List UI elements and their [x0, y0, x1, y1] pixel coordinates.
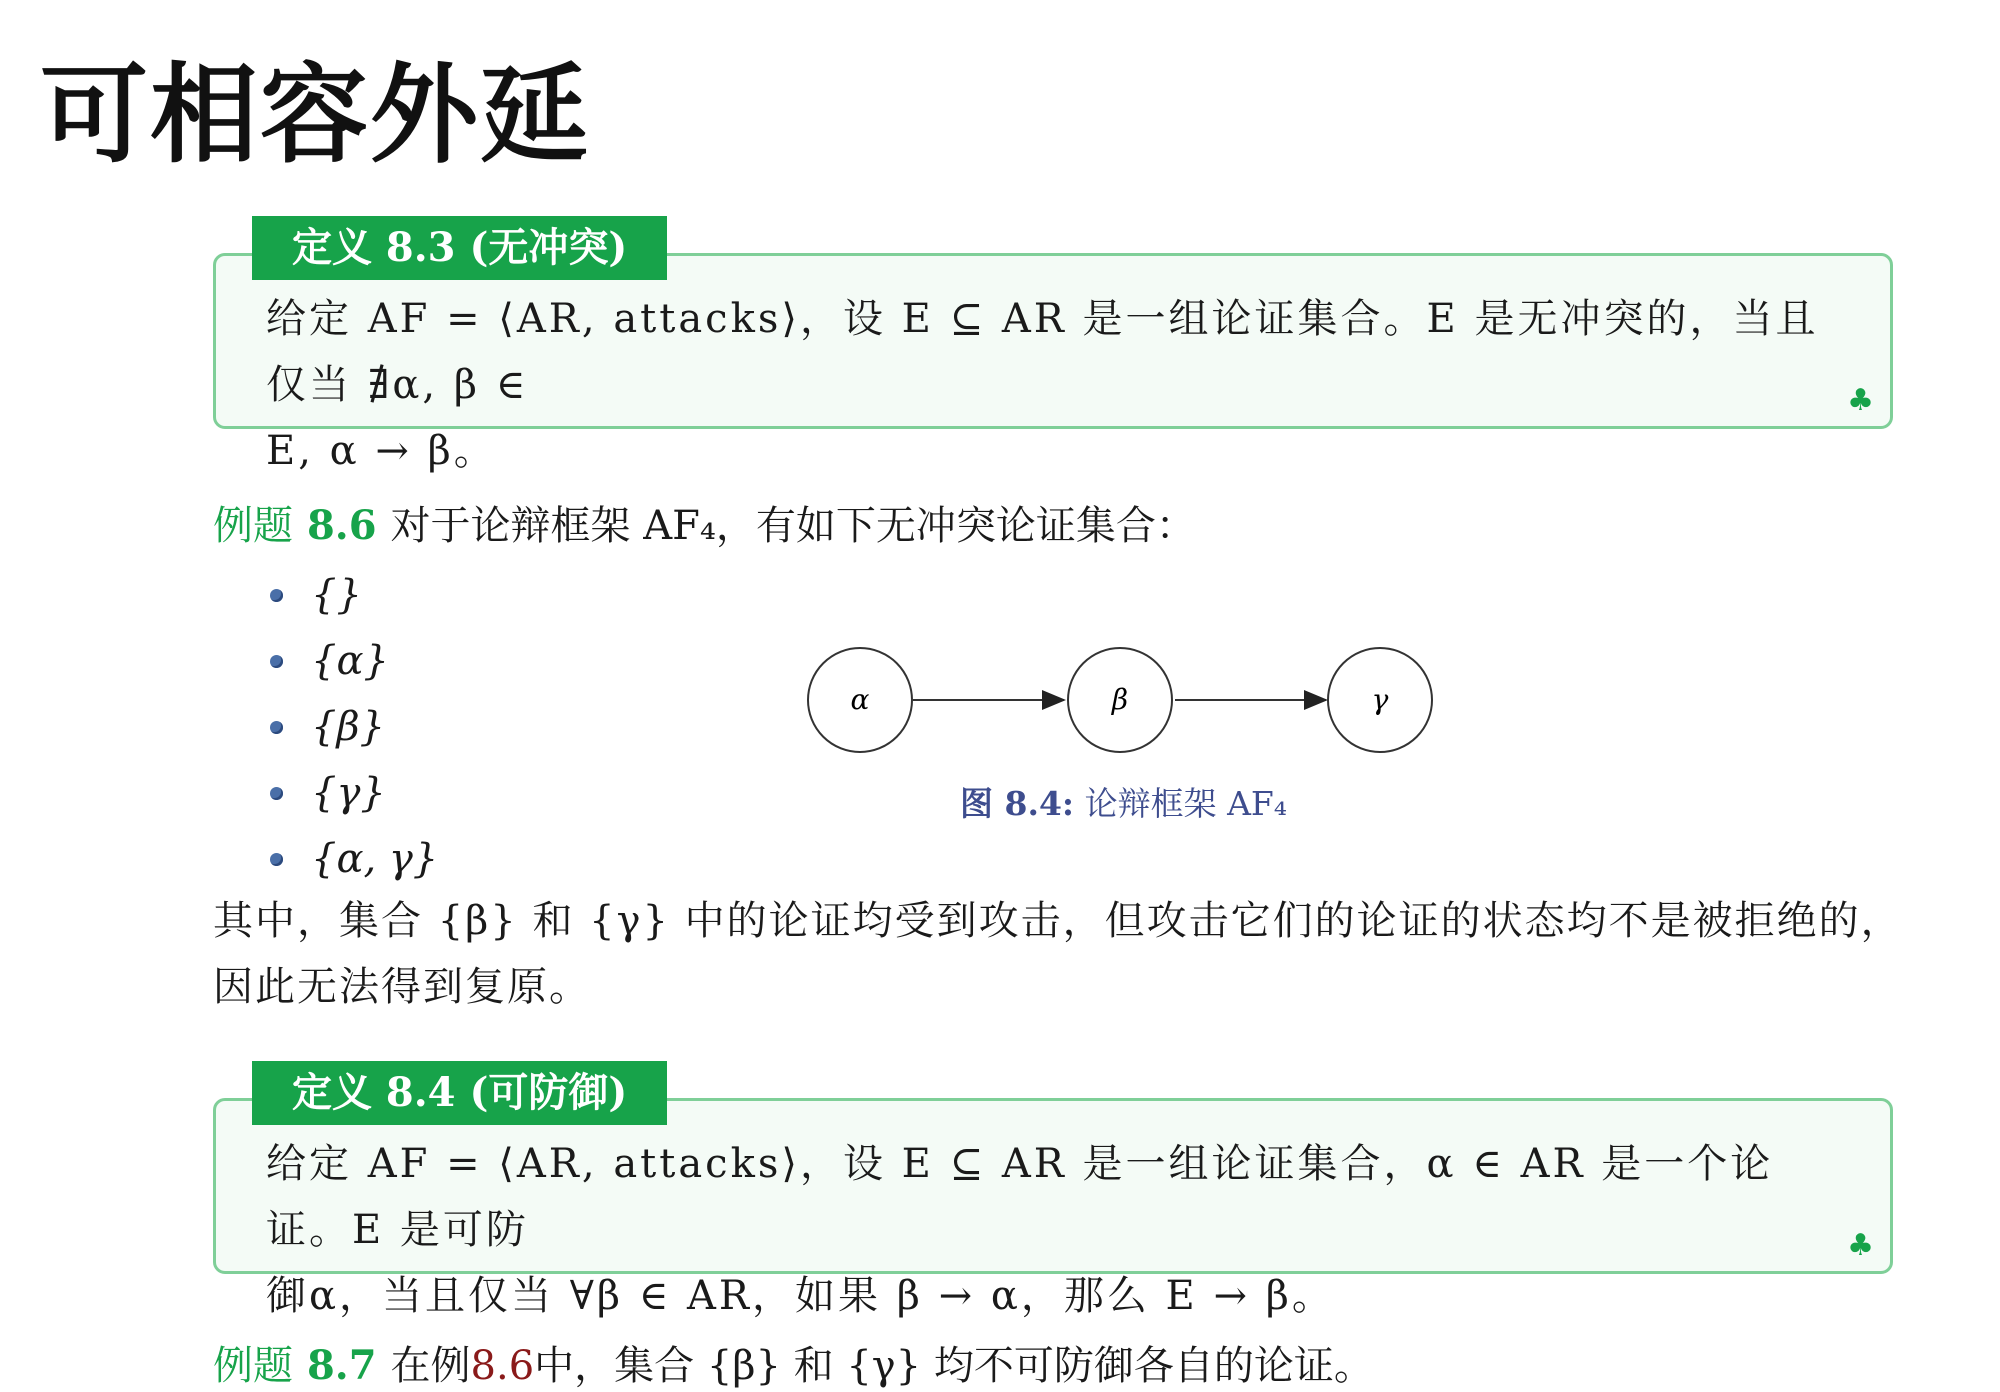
- figure-caption-text: 论辩框架 AF₄: [1084, 784, 1288, 823]
- svg-text:β: β: [1111, 683, 1129, 716]
- node-alpha: [808, 648, 912, 752]
- list-item: {α, γ}: [270, 826, 438, 892]
- list-item: {α}: [270, 628, 438, 694]
- example-8-6: [213, 500, 1196, 552]
- definition-8-3-tab: 定义 8.3 (无冲突): [252, 216, 667, 280]
- club-end-icon: ♣: [1847, 383, 1874, 418]
- definition-8-3-box: [213, 224, 1893, 474]
- bullet-icon: [270, 853, 283, 866]
- definition-8-3-body: [216, 256, 1890, 484]
- club-end-icon: ♣: [1847, 1228, 1874, 1263]
- node-gamma: [1328, 648, 1432, 752]
- svg-text:α: α: [850, 683, 870, 716]
- example-8-7: 例题 8.7 在例8.6中，集合 {β} 和 {γ} 均不可防御各自的论证。: [213, 1342, 1374, 1389]
- conflict-free-sets-list: [270, 562, 438, 892]
- definition-8-3-line-2: E, α → β。: [266, 428, 497, 474]
- bullet-icon: [270, 721, 283, 734]
- bullet-icon: [270, 787, 283, 800]
- definition-8-4-body: [216, 1101, 1890, 1329]
- example-8-7-label: 例题 8.7: [213, 1342, 377, 1389]
- definition-8-4-tab: 定义 8.4 (可防御): [252, 1061, 667, 1125]
- definition-8-4-line-2: 御α，当且仅当 ∀β ∈ AR，如果 β → α，那么 E → β。: [266, 1273, 1335, 1319]
- bullet-icon: [270, 655, 283, 668]
- example-8-6-intro: 对于论辩框架 AF₄，有如下无冲突论证集合：: [390, 503, 1196, 549]
- bullet-icon: [270, 589, 283, 602]
- figure-caption: [960, 778, 1287, 825]
- definition-8-4-line-1: 给定 AF = ⟨AR, attacks⟩，设 E ⊆ AR 是一组论证集合，α ∈ AR 是一个论证。E 是可防: [266, 1141, 1774, 1253]
- list-item: {}: [270, 562, 438, 628]
- definition-8-4-box: [213, 1069, 1893, 1319]
- svg-text:γ: γ: [1371, 683, 1389, 716]
- example-8-6-label: 例题 8.6: [213, 502, 377, 549]
- page-title: 可相容外延: [40, 53, 591, 178]
- node-beta: [1068, 648, 1172, 752]
- figure-caption-label: 图 8.4:: [960, 784, 1075, 823]
- explanation-paragraph: 其中，集合 {β} 和 {γ} 中的论证均受到攻击，但攻击它们的论证的状态均不是被拒绝的，因此无法得到复原。: [213, 898, 1903, 1010]
- example-ref-link[interactable]: 8.6: [470, 1343, 535, 1389]
- list-item: {β}: [270, 694, 438, 760]
- list-item: {γ}: [270, 760, 438, 826]
- definition-8-3-line-1: 给定 AF = ⟨AR, attacks⟩，设 E ⊆ AR 是一组论证集合。E 是无冲突的，当且仅当 ∄α, β ∈: [266, 296, 1819, 408]
